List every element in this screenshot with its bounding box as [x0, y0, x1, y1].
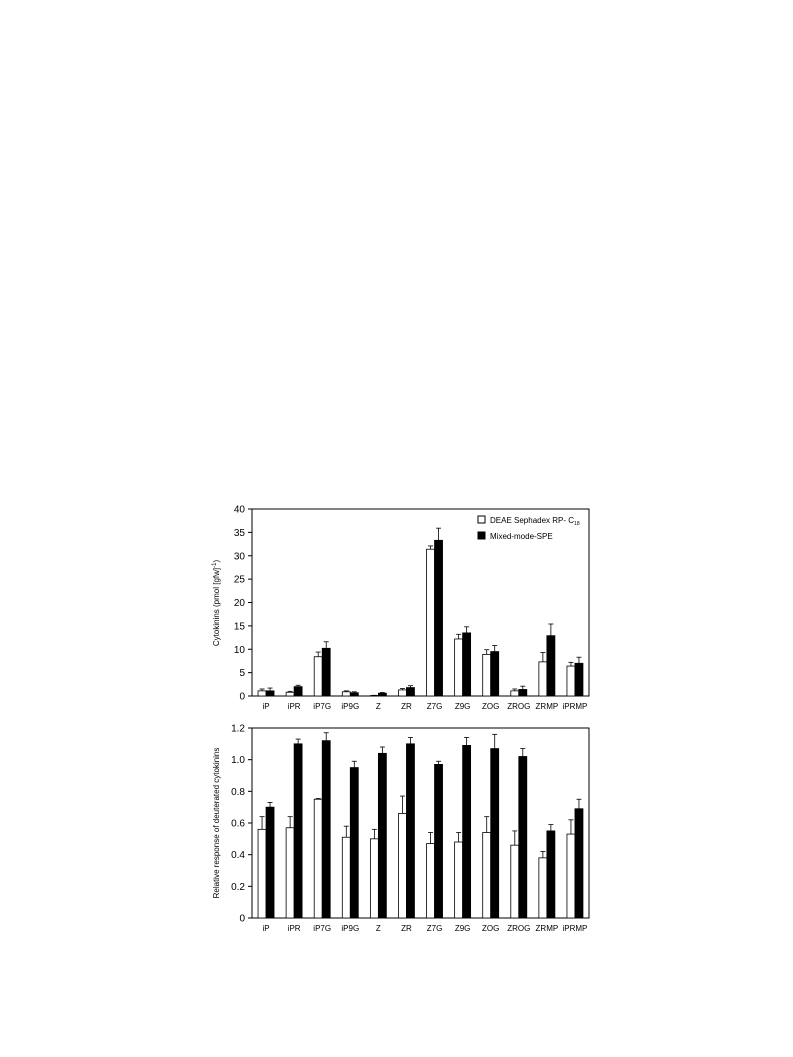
bottom-error-bar-deae-iprmp [568, 820, 573, 834]
bottom-bar-deae-zrog [511, 845, 519, 918]
bottom-x-tick-label-ip: iP [262, 924, 270, 933]
bottom-chart [212, 724, 589, 934]
top-y-tick-label: 15 [233, 621, 245, 633]
bottom-bar-mixed-mode-iprmp [575, 809, 583, 918]
bottom-bar-mixed-mode-ip9g [350, 768, 358, 918]
top-y-axis-label [212, 560, 221, 647]
bottom-error-bar-mixed-mode-zrmp [548, 825, 553, 831]
top-x-tick-label-ipr: iPR [287, 702, 301, 711]
top-error-bar-deae-zrmp [540, 653, 545, 662]
bottom-x-tick-label-zrog: ZROG [507, 924, 531, 933]
top-bar-deae-ip [258, 691, 266, 696]
top-error-bar-deae-ip7g [316, 652, 321, 657]
top-bar-deae-ip9g [342, 692, 350, 696]
bottom-error-bar-mixed-mode-zog [492, 734, 497, 748]
bottom-bars [258, 733, 583, 918]
top-error-bar-mixed-mode-ip [268, 688, 273, 691]
bottom-error-bar-mixed-mode-z9g [464, 738, 469, 746]
top-bar-deae-z9g [455, 639, 463, 696]
bottom-error-bar-deae-z [372, 829, 377, 839]
top-bar-mixed-mode-z9g [463, 633, 471, 696]
top-y-tick-label: 35 [233, 527, 245, 539]
top-bar-deae-zog [483, 654, 491, 696]
bottom-error-bar-deae-zr [400, 796, 405, 813]
bottom-bar-deae-z7g [427, 844, 435, 918]
bottom-error-bar-mixed-mode-ip9g [352, 761, 357, 767]
top-y-tick-label: 10 [233, 644, 245, 656]
top-bar-deae-ip7g [314, 657, 322, 696]
bottom-x-tick-label-ip9g: iP9G [341, 924, 360, 933]
bottom-x-tick-label-z9g: Z9G [454, 924, 471, 933]
bottom-bar-deae-ip [258, 829, 266, 918]
top-error-bar-mixed-mode-zrog [520, 686, 525, 689]
bottom-error-bar-deae-z7g [428, 833, 433, 844]
bottom-bar-mixed-mode-zrog [519, 757, 527, 919]
top-error-bar-deae-zog [484, 650, 489, 655]
bottom-x-tick-label-z: Z [375, 924, 381, 933]
bottom-error-bar-mixed-mode-zrog [520, 749, 525, 757]
bottom-error-bar-deae-z9g [456, 833, 461, 843]
bottom-error-bar-deae-ip [260, 817, 265, 830]
bottom-bar-mixed-mode-z [378, 753, 386, 918]
bottom-y-tick-label: 0 [239, 913, 245, 925]
top-x-tick-label-zrog: ZROG [507, 702, 531, 711]
top-bar-deae-zr [398, 690, 406, 696]
bottom-x-tick-label-iprmp: iPRMP [562, 924, 588, 933]
top-bar-deae-iprmp [567, 666, 575, 696]
top-bar-mixed-mode-ip9g [350, 693, 358, 696]
bottom-bar-mixed-mode-ipr [294, 744, 302, 918]
bottom-x-tick-label-ipr: iPR [287, 924, 301, 933]
legend [478, 516, 580, 541]
bottom-error-bar-deae-ip9g [344, 826, 349, 837]
top-y-tick-label: 20 [233, 598, 245, 609]
bottom-error-bar-mixed-mode-ipr [296, 739, 301, 744]
top-error-bar-mixed-mode-zrmp [548, 624, 553, 636]
top-bar-deae-ipr [286, 692, 294, 696]
bottom-error-bar-deae-zrog [512, 831, 517, 845]
bottom-bar-mixed-mode-ip [266, 807, 274, 918]
bottom-bar-deae-ip7g [314, 799, 322, 918]
top-x-tick-label-z9g: Z9G [454, 702, 471, 711]
bottom-bar-deae-zrmp [539, 858, 547, 918]
legend-label-mixed-mode: Mixed-mode-SPE [490, 532, 553, 541]
top-x-tick-label-z7g: Z7G [426, 702, 443, 711]
bottom-error-bar-mixed-mode-z [380, 747, 385, 753]
legend-swatch-deae [478, 516, 485, 523]
top-error-bar-mixed-mode-zog [492, 646, 497, 652]
bottom-x-tick-label-zrmp: ZRMP [535, 924, 559, 933]
bottom-error-bar-mixed-mode-ip [268, 802, 273, 807]
bottom-error-bar-mixed-mode-zr [408, 738, 413, 744]
top-bar-mixed-mode-ipr [294, 687, 302, 696]
bottom-bar-deae-zr [398, 814, 406, 919]
legend-label-deae-subscript: 18 [574, 521, 580, 527]
top-x-tick-label-z: Z [375, 702, 381, 711]
bottom-y-axis-label: Relative response of deuterated cytokinins [212, 747, 221, 899]
top-x-tick-label-ip9g: iP9G [341, 702, 360, 711]
bottom-x-tick-label-zog: ZOG [482, 924, 500, 933]
bottom-y-axis [231, 724, 252, 925]
bottom-bar-mixed-mode-z9g [463, 745, 471, 918]
bottom-error-bar-mixed-mode-iprmp [576, 799, 581, 809]
bottom-x-axis [262, 924, 587, 933]
top-x-axis [262, 702, 587, 711]
top-error-bar-deae-iprmp [568, 662, 573, 666]
top-error-bar-deae-z7g [428, 546, 433, 549]
bottom-bar-deae-ip9g [342, 837, 350, 918]
bottom-bar-deae-z [370, 839, 378, 918]
legend-swatch-mixed-mode [478, 532, 485, 539]
top-bar-mixed-mode-z [378, 693, 386, 696]
bottom-y-tick-label: 0.4 [231, 850, 245, 862]
top-y-tick-label: 5 [239, 668, 245, 680]
top-y-axis-label-superscript: -1 [212, 562, 218, 568]
top-bar-deae-z7g [427, 549, 435, 696]
top-error-bar-mixed-mode-z7g [436, 528, 441, 540]
legend-label-deae [490, 516, 580, 527]
top-error-bar-deae-z9g [456, 634, 461, 639]
bottom-y-tick-label: 0.2 [231, 881, 245, 893]
bottom-error-bar-deae-zrmp [540, 852, 545, 858]
top-y-tick-label: 30 [233, 551, 245, 563]
bottom-bar-deae-iprmp [567, 834, 575, 918]
top-y-tick-label: 25 [233, 574, 245, 586]
top-x-tick-label-zrmp: ZRMP [535, 702, 559, 711]
top-bar-mixed-mode-z7g [435, 540, 443, 696]
top-error-bar-mixed-mode-ip7g [324, 642, 329, 649]
bottom-bar-deae-zog [483, 833, 491, 919]
bottom-error-bar-deae-zog [484, 817, 489, 833]
bottom-error-bar-mixed-mode-z7g [436, 761, 441, 764]
top-error-bar-mixed-mode-z9g [464, 627, 469, 633]
top-bar-deae-zrmp [539, 662, 547, 696]
top-x-tick-label-iprmp: iPRMP [562, 702, 588, 711]
top-bar-mixed-mode-iprmp [575, 663, 583, 696]
bottom-bar-mixed-mode-z7g [435, 764, 443, 918]
top-y-axis-label-text: Cytokinins (pmol [gfw] [212, 567, 221, 647]
bottom-y-tick-label: 0.8 [231, 786, 245, 798]
bottom-x-tick-label-z7g: Z7G [426, 924, 443, 933]
top-chart [212, 505, 589, 712]
top-y-axis [234, 505, 252, 703]
top-bar-mixed-mode-zr [406, 688, 414, 696]
top-x-tick-label-zr: ZR [401, 702, 412, 711]
bottom-error-bar-mixed-mode-ip7g [324, 733, 329, 741]
top-x-tick-label-zog: ZOG [482, 702, 500, 711]
top-bar-deae-zrog [511, 691, 519, 696]
bottom-bar-mixed-mode-zrmp [547, 831, 555, 918]
bottom-bar-mixed-mode-zog [491, 749, 499, 918]
bottom-y-tick-label: 1.0 [231, 755, 245, 767]
top-bar-mixed-mode-zog [491, 652, 499, 696]
top-bar-mixed-mode-ip [266, 691, 274, 696]
top-error-bar-mixed-mode-iprmp [576, 657, 581, 663]
top-bar-mixed-mode-zrog [519, 689, 527, 696]
bottom-bar-deae-ipr [286, 828, 294, 918]
top-x-tick-label-ip7g: iP7G [313, 702, 332, 711]
top-bar-mixed-mode-zrmp [547, 636, 555, 696]
bottom-error-bar-deae-ipr [288, 817, 293, 828]
bottom-y-tick-label: 1.2 [231, 723, 245, 735]
bottom-bar-deae-z9g [455, 842, 463, 918]
top-y-axis-label-close: ) [212, 559, 221, 563]
bottom-y-tick-label: 0.6 [231, 818, 245, 830]
top-bar-mixed-mode-ip7g [322, 648, 330, 696]
top-bars [258, 528, 583, 696]
bottom-x-tick-label-ip7g: iP7G [313, 924, 332, 933]
bottom-bar-mixed-mode-zr [406, 744, 414, 918]
bottom-plot-frame [252, 728, 589, 918]
bottom-bar-mixed-mode-ip7g [322, 741, 330, 918]
legend-label-deae-text: DEAE Sephadex RP- C [490, 516, 575, 525]
bottom-x-tick-label-zr: ZR [401, 924, 412, 933]
top-x-tick-label-ip: iP [262, 702, 270, 711]
top-y-tick-label: 40 [233, 504, 245, 516]
top-y-tick-label: 0 [239, 691, 245, 703]
